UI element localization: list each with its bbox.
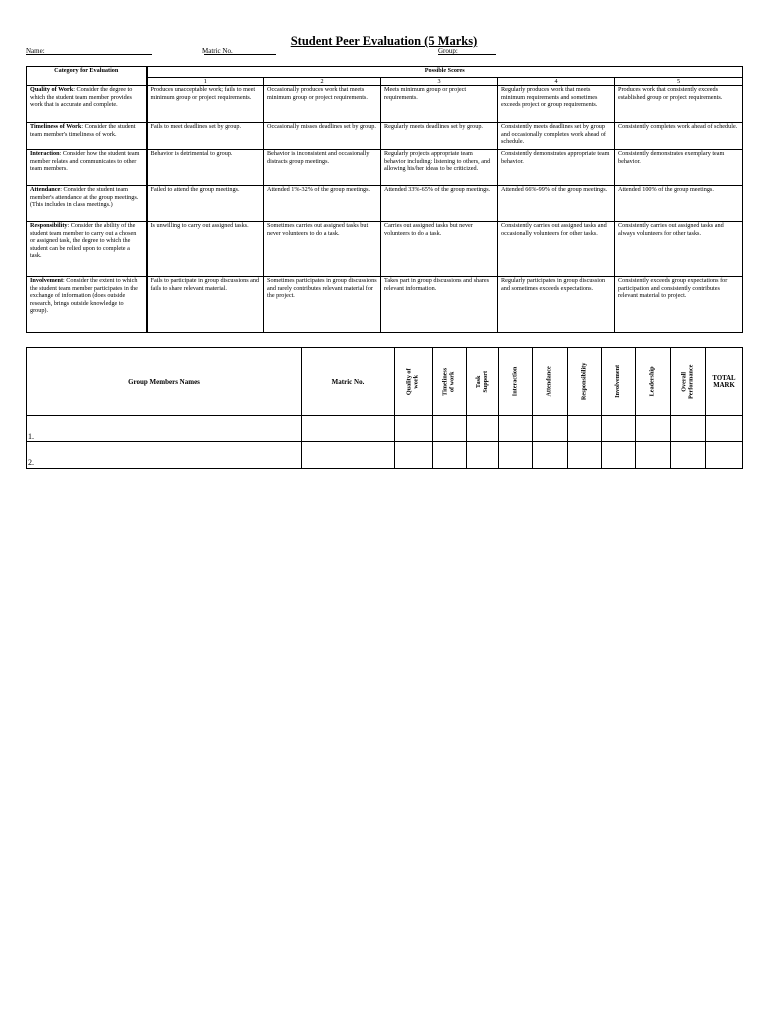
rubric-row-timeliness (27, 123, 743, 150)
score-number: 1 (147, 78, 264, 86)
mark-cell[interactable] (395, 416, 433, 442)
total-cell[interactable] (706, 442, 743, 469)
score-cell: Regularly produces work that meets minimum requirements and sometimes exceeds project or group requirements. (498, 86, 615, 123)
group-members-header: Group Members Names (27, 348, 302, 416)
score-cell: Fails to participate in group discussions and fails to share relevant material. (147, 277, 264, 333)
score-cell: Occasionally produces work that meets minimum group or project requirements. (264, 86, 381, 123)
rubric-row-interaction (27, 150, 743, 186)
mark-cell[interactable] (568, 416, 602, 442)
score-cell: Produces work that consistently exceeds established group or project requirements. (615, 86, 743, 123)
category-name: Timeliness of Work (30, 123, 82, 131)
mark-cell[interactable] (499, 442, 533, 469)
category-name: Involvement (30, 277, 63, 285)
mark-cell[interactable] (671, 416, 706, 442)
score-cell: Is unwilling to carry out assigned tasks. (147, 222, 264, 277)
category-name: Interaction (30, 150, 60, 158)
criteria-header: Timeliness of work (441, 367, 456, 396)
mark-cell[interactable] (602, 442, 636, 469)
mark-cell[interactable] (433, 416, 467, 442)
criteria-header: Interaction (511, 366, 519, 397)
mark-cell[interactable] (533, 442, 568, 469)
criteria-header: Attendance (545, 366, 553, 397)
score-cell: Consistently carries out assigned tasks and always volunteers for other tasks. (615, 222, 743, 277)
matric-field[interactable] (204, 47, 276, 55)
row-number: 2. (28, 458, 34, 467)
mark-cell[interactable] (499, 416, 533, 442)
score-number: 3 (381, 78, 498, 86)
category-cell (27, 186, 147, 222)
score-cell: Fails to meet deadlines set by group. (147, 123, 264, 150)
table-row (27, 442, 743, 469)
mark-cell[interactable] (636, 442, 671, 469)
score-cell: Takes part in group discussions and shares relevant information. (381, 277, 498, 333)
category-desc: : Consider the extent to which the student team member participates in the exchange of information (does outside research, brings outside knowledge to group). (30, 277, 138, 315)
score-cell: Consistently meets deadlines set by group and occasionally completes work ahead of schedule. (498, 123, 615, 150)
score-number: 2 (264, 78, 381, 86)
mark-cell[interactable] (467, 416, 499, 442)
member-name-cell[interactable] (27, 442, 302, 469)
matric-label: Matric No. (202, 47, 204, 55)
category-cell (27, 277, 147, 333)
category-desc: : Consider the ability of the student team member to carry out a chosen or assigned task, the degree to which the student can be relied upon to complete a task. (30, 222, 137, 260)
rubric-table (26, 66, 743, 333)
mark-cell[interactable] (433, 442, 467, 469)
matric-no-header: Matric No. (302, 348, 395, 416)
criteria-header: Involvement (614, 365, 622, 398)
mark-cell[interactable] (602, 416, 636, 442)
score-number: 5 (615, 78, 743, 86)
page-title: Student Peer Evaluation (5 Marks) (290, 34, 478, 48)
mark-cell[interactable] (467, 442, 499, 469)
members-table (26, 347, 743, 469)
score-cell: Produces unacceptable work; fails to meet minimum group or project requirements. (147, 86, 264, 123)
score-cell: Attended 66%-99% of the group meetings. (498, 186, 615, 222)
score-cell: Regularly participates in group discussion and sometimes exceeds expectations. (498, 277, 615, 333)
criteria-header: Quality of work (405, 368, 420, 395)
name-field[interactable] (26, 47, 152, 55)
rubric-row-attendance (27, 186, 743, 222)
category-header: Category for Evaluation (27, 67, 147, 86)
score-cell: Attended 100% of the group meetings. (615, 186, 743, 222)
score-cell: Attended 33%-65% of the group meetings. (381, 186, 498, 222)
row-number: 1. (28, 432, 34, 441)
category-desc: : Consider the degree to which the student team member provides work that is accurate and complete. (30, 86, 133, 109)
mark-cell[interactable] (671, 442, 706, 469)
score-cell: Consistently exceeds group expectations for participation and consistently contributes relevant material to project. (615, 277, 743, 333)
total-cell[interactable] (706, 416, 743, 442)
score-cell: Consistently demonstrates appropriate team behavior. (498, 150, 615, 186)
category-name: Attendance (30, 186, 61, 194)
mark-cell[interactable] (533, 416, 568, 442)
score-cell: Meets minimum group or project requirements. (381, 86, 498, 123)
criteria-header: Responsibility (580, 362, 588, 401)
score-cell: Sometimes participates in group discussions and rarely contributes relevant material for the project. (264, 277, 381, 333)
student-info-line: Name: Matric No. Group: (26, 47, 742, 59)
score-cell: Regularly projects appropriate team behavior including: listening to others, and allowing his/her ideas to be criticized. (381, 150, 498, 186)
category-cell (27, 222, 147, 277)
mark-cell[interactable] (636, 416, 671, 442)
rubric-row-quality (27, 86, 743, 123)
score-cell: Failed to attend the group meetings. (147, 186, 264, 222)
rubric-row-responsibility (27, 222, 743, 277)
possible-scores-header: Possible Scores (147, 67, 743, 78)
matric-cell[interactable] (302, 416, 395, 442)
rubric-row-involvement (27, 277, 743, 333)
category-cell (27, 150, 147, 186)
table-row (27, 416, 743, 442)
criteria-header: Task Support (474, 370, 489, 393)
criteria-header: Leadership (648, 366, 656, 397)
score-cell: Regularly meets deadlines set by group. (381, 123, 498, 150)
score-cell: Occasionally misses deadlines set by group. (264, 123, 381, 150)
score-cell: Behavior is inconsistent and occasionally distracts group meetings. (264, 150, 381, 186)
score-number: 4 (498, 78, 615, 86)
score-cell: Consistently carries out assigned tasks and occasionally volunteers for other tasks. (498, 222, 615, 277)
score-cell: Carries out assigned tasks but never volunteers to do a task. (381, 222, 498, 277)
criteria-header: Overall Performance (680, 364, 695, 399)
category-desc: : Consider the student team member's timeliness of work. (30, 123, 136, 138)
mark-cell[interactable] (568, 442, 602, 469)
score-cell: Consistently demonstrates exemplary team behavior. (615, 150, 743, 186)
category-name: Responsibility (30, 222, 68, 230)
score-cell: Attended 1%-32% of the group meetings. (264, 186, 381, 222)
member-name-cell[interactable] (27, 416, 302, 442)
matric-cell[interactable] (302, 442, 395, 469)
mark-cell[interactable] (395, 442, 433, 469)
total-mark-header: TOTAL MARK (706, 348, 743, 416)
category-desc: : Consider the student team member's attendance at the group meetings. (This includes in class meetings.) (30, 186, 139, 209)
category-name: Quality of Work (30, 86, 74, 94)
category-cell (27, 86, 147, 123)
group-field[interactable] (438, 47, 496, 55)
category-cell (27, 123, 147, 150)
score-cell: Consistently completes work ahead of schedule. (615, 123, 743, 150)
score-cell: Behavior is detrimental to group. (147, 150, 264, 186)
category-desc: : Consider how the student team member relates and communicates to other team members. (30, 150, 140, 173)
score-cell: Sometimes carries out assigned tasks but never volunteers to do a task. (264, 222, 381, 277)
